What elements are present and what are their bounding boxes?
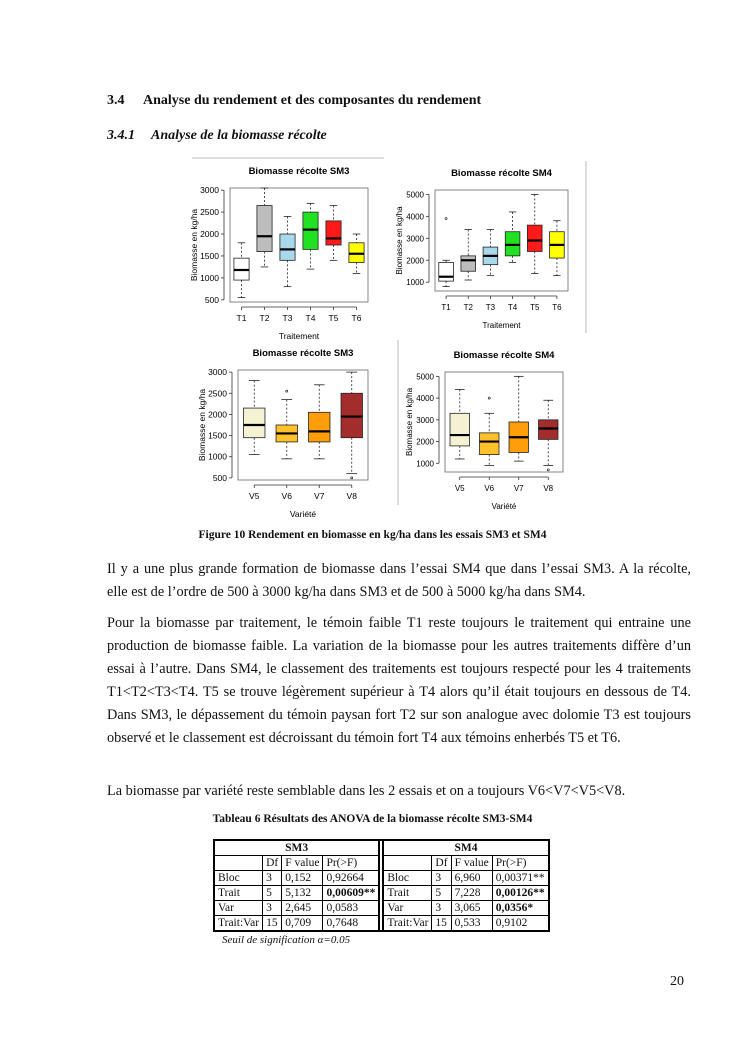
box-t1 bbox=[439, 262, 454, 281]
x-tick-label: T4 bbox=[507, 303, 518, 312]
table-cell: 5 bbox=[432, 886, 451, 901]
table-cell: Trait bbox=[383, 886, 432, 901]
table-cell: 3 bbox=[263, 871, 282, 886]
boxplot-sm3-traitement bbox=[188, 160, 388, 345]
x-tick-label: T6 bbox=[552, 303, 562, 312]
boxplot-sm3-variete bbox=[198, 343, 388, 525]
table-group-row bbox=[214, 840, 549, 856]
y-tick-label: 1500 bbox=[208, 430, 227, 441]
x-tick-label: T6 bbox=[351, 313, 362, 323]
section-title: Analyse du rendement et des composantes du rendement bbox=[143, 93, 482, 108]
table-row bbox=[214, 916, 549, 932]
box-v6 bbox=[480, 433, 499, 455]
table-row bbox=[214, 901, 549, 916]
x-tick-label: V5 bbox=[454, 484, 465, 493]
header-cell: F value bbox=[282, 856, 323, 871]
table-cell: 15 bbox=[263, 916, 282, 932]
table-cell-significant: 0,00126** bbox=[492, 886, 548, 901]
y-tick-label: 2000 bbox=[208, 409, 227, 420]
table-cell: 15 bbox=[432, 916, 451, 932]
header-cell: Pr(>F) bbox=[323, 856, 379, 871]
table-caption: Tableau 6 Résultats des ANOVA de la biomasse récolte SM3-SM4 bbox=[212, 813, 533, 825]
y-tick-label: 2000 bbox=[406, 256, 424, 266]
table-cell: 3,065 bbox=[451, 901, 492, 916]
box-t2 bbox=[461, 256, 476, 271]
box-t3 bbox=[280, 234, 295, 260]
outlier-point bbox=[488, 397, 490, 399]
y-axis-label: Biomasse en kg/ha bbox=[197, 388, 207, 462]
header-cell bbox=[383, 856, 432, 871]
y-tick-label: 5000 bbox=[406, 190, 424, 200]
x-tick-label: T5 bbox=[530, 303, 540, 312]
y-tick-label: 2000 bbox=[416, 437, 434, 447]
chart-title: Biomasse récolte SM3 bbox=[248, 166, 350, 177]
table-header-row bbox=[214, 856, 549, 871]
y-axis-label: Biomasse en kg/ha bbox=[405, 387, 414, 457]
x-axis-label: Variété bbox=[289, 509, 317, 519]
header-cell: Df bbox=[432, 856, 451, 871]
table-cell: 0,0583 bbox=[323, 901, 379, 916]
header-cell: F value bbox=[451, 856, 492, 871]
x-tick-label: V7 bbox=[513, 484, 524, 493]
x-axis-label: Variété bbox=[491, 502, 517, 511]
y-axis-label: Biomasse en kg/ha bbox=[395, 206, 404, 275]
box-v7 bbox=[309, 412, 330, 442]
x-tick-label: T3 bbox=[485, 303, 496, 312]
y-tick-label: 3000 bbox=[200, 185, 219, 196]
group-header-sm3: SM3 bbox=[214, 840, 379, 856]
table-cell: 5,132 bbox=[282, 886, 323, 901]
y-tick-label: 4000 bbox=[416, 394, 434, 404]
x-tick-label: V5 bbox=[249, 491, 260, 501]
anova-table bbox=[213, 839, 550, 932]
table-cell: Bloc bbox=[214, 871, 263, 886]
paragraph-1: Il y a une plus grande formation de biomasse dans l’essai SM4 que dans l’essai SM3. A la récolte, elle est de l’ordre de 500 à 3000 kg/ha dans SM3 et de 500 à 5000 kg/ha dans SM4. bbox=[107, 561, 691, 600]
y-tick-label: 3000 bbox=[208, 367, 227, 378]
table-cell: Trait bbox=[214, 886, 263, 901]
x-tick-label: T1 bbox=[236, 313, 247, 323]
box-t2 bbox=[257, 206, 272, 252]
y-axis-label: Biomasse en kg/ha bbox=[189, 208, 199, 282]
x-tick-label: T2 bbox=[463, 303, 473, 312]
header-cell: Df bbox=[263, 856, 282, 871]
x-tick-label: V6 bbox=[484, 484, 495, 493]
table-cell: 0,533 bbox=[451, 916, 492, 932]
y-tick-label: 5000 bbox=[416, 372, 434, 382]
box-v5 bbox=[244, 408, 265, 438]
paragraph-3: La biomasse par variété reste semblable dans les 2 essais et on a toujours V6<V7<V5<V8. bbox=[107, 783, 626, 799]
subsection-number: 3.4.1 bbox=[107, 128, 135, 143]
box-t5 bbox=[527, 225, 542, 251]
table-cell: 0,9102 bbox=[492, 916, 548, 932]
table-cell: 3 bbox=[432, 901, 451, 916]
chart-title: Biomasse récolte SM4 bbox=[451, 168, 552, 179]
x-tick-label: T4 bbox=[305, 313, 316, 323]
y-tick-label: 4000 bbox=[406, 212, 424, 222]
table-cell: 5 bbox=[263, 886, 282, 901]
paragraph-2: Pour la biomasse par traitement, le témoin faible T1 reste toujours le traitement qui entraine une production de biomasse faible. La variation de la biomasse pour les autres traitements diffère d’un essai à l’autre. Dans SM4, le classement des traitements est toujours respecté pour les 4 traitements T1<T2<T3<T4. T5 se trouve légèrement supérieur à T4 alors qu’il était toujours en dessous de T4. Dans SM3, le dépassement du témoin paysan fort T2 sur son analogue avec dolomie T3 est toujours observé et le classement est décroissant du témoin fort T4 aux témoins enherbés T5 et T6. bbox=[107, 615, 691, 746]
table-row bbox=[214, 886, 549, 901]
x-tick-label: V6 bbox=[281, 491, 292, 501]
table-cell: Trait:Var bbox=[214, 916, 263, 932]
y-tick-label: 2500 bbox=[208, 388, 227, 399]
subsection-heading bbox=[107, 128, 327, 144]
x-axis-label: Traitement bbox=[482, 321, 521, 330]
table-cell: Bloc bbox=[383, 871, 432, 886]
y-tick-label: 3000 bbox=[406, 234, 424, 244]
y-tick-label: 500 bbox=[212, 472, 227, 483]
y-tick-label: 2500 bbox=[200, 207, 219, 218]
outlier-point bbox=[286, 390, 288, 392]
outlier-point bbox=[351, 477, 353, 479]
x-axis-label: Traitement bbox=[278, 331, 320, 341]
table-cell-significant: 0,0356* bbox=[492, 901, 548, 916]
table-cell: 0,152 bbox=[282, 871, 323, 886]
figure-caption: Figure 10 Rendement en biomasse en kg/ha dans les essais SM3 et SM4 bbox=[198, 529, 547, 541]
y-tick-label: 1000 bbox=[406, 278, 424, 288]
y-tick-label: 3000 bbox=[416, 415, 434, 425]
x-tick-label: V8 bbox=[543, 484, 554, 493]
table-cell: 0,709 bbox=[282, 916, 323, 932]
header-cell bbox=[214, 856, 263, 871]
x-tick-label: V7 bbox=[314, 491, 325, 501]
x-tick-label: T5 bbox=[328, 313, 339, 323]
table-cell: Var bbox=[214, 901, 263, 916]
y-tick-label: 1000 bbox=[200, 272, 219, 283]
y-tick-label: 2000 bbox=[200, 229, 219, 240]
table-cell: Var bbox=[383, 901, 432, 916]
boxplot-sm4-traitement bbox=[395, 163, 593, 343]
y-tick-label: 1000 bbox=[208, 451, 227, 462]
section-number: 3.4 bbox=[107, 93, 125, 108]
table-cell: 0,92664 bbox=[323, 871, 379, 886]
boxplot-sm4-variete bbox=[405, 346, 590, 516]
table-cell-significant: 0,00609** bbox=[323, 886, 379, 901]
table-cell: 0,7648 bbox=[323, 916, 379, 932]
section-heading bbox=[107, 93, 481, 109]
y-tick-label: 500 bbox=[204, 294, 219, 305]
table-cell: 3 bbox=[432, 871, 451, 886]
group-header-sm4: SM4 bbox=[383, 840, 548, 856]
table-cell: 3 bbox=[263, 901, 282, 916]
plot-frame bbox=[230, 188, 368, 302]
table-cell: 2,645 bbox=[282, 901, 323, 916]
box-t5 bbox=[326, 221, 341, 245]
table-cell: 6,960 bbox=[451, 871, 492, 886]
x-tick-label: T2 bbox=[259, 313, 270, 323]
chart-title: Biomasse récolte SM3 bbox=[252, 348, 354, 359]
table-note: Seuil de signification α=0.05 bbox=[222, 934, 351, 946]
x-tick-label: T3 bbox=[282, 313, 293, 323]
y-tick-label: 1000 bbox=[416, 459, 434, 469]
table-cell: 7,228 bbox=[451, 886, 492, 901]
x-tick-label: V8 bbox=[346, 491, 357, 501]
chart-title: Biomasse récolte SM4 bbox=[453, 350, 555, 361]
x-tick-label: T1 bbox=[441, 303, 451, 312]
plot-frame bbox=[435, 190, 568, 291]
y-tick-label: 1500 bbox=[200, 250, 219, 261]
table-row bbox=[214, 871, 549, 886]
table-cell: 0,00371** bbox=[492, 871, 548, 886]
table-cell: Trait:Var bbox=[383, 916, 432, 932]
outlier-point bbox=[547, 469, 549, 471]
header-cell: Pr(>F) bbox=[492, 856, 548, 871]
page-number: 20 bbox=[670, 974, 684, 989]
subsection-title: Analyse de la biomasse récolte bbox=[151, 128, 327, 143]
box-v5 bbox=[450, 413, 469, 446]
outlier-point bbox=[445, 218, 447, 220]
